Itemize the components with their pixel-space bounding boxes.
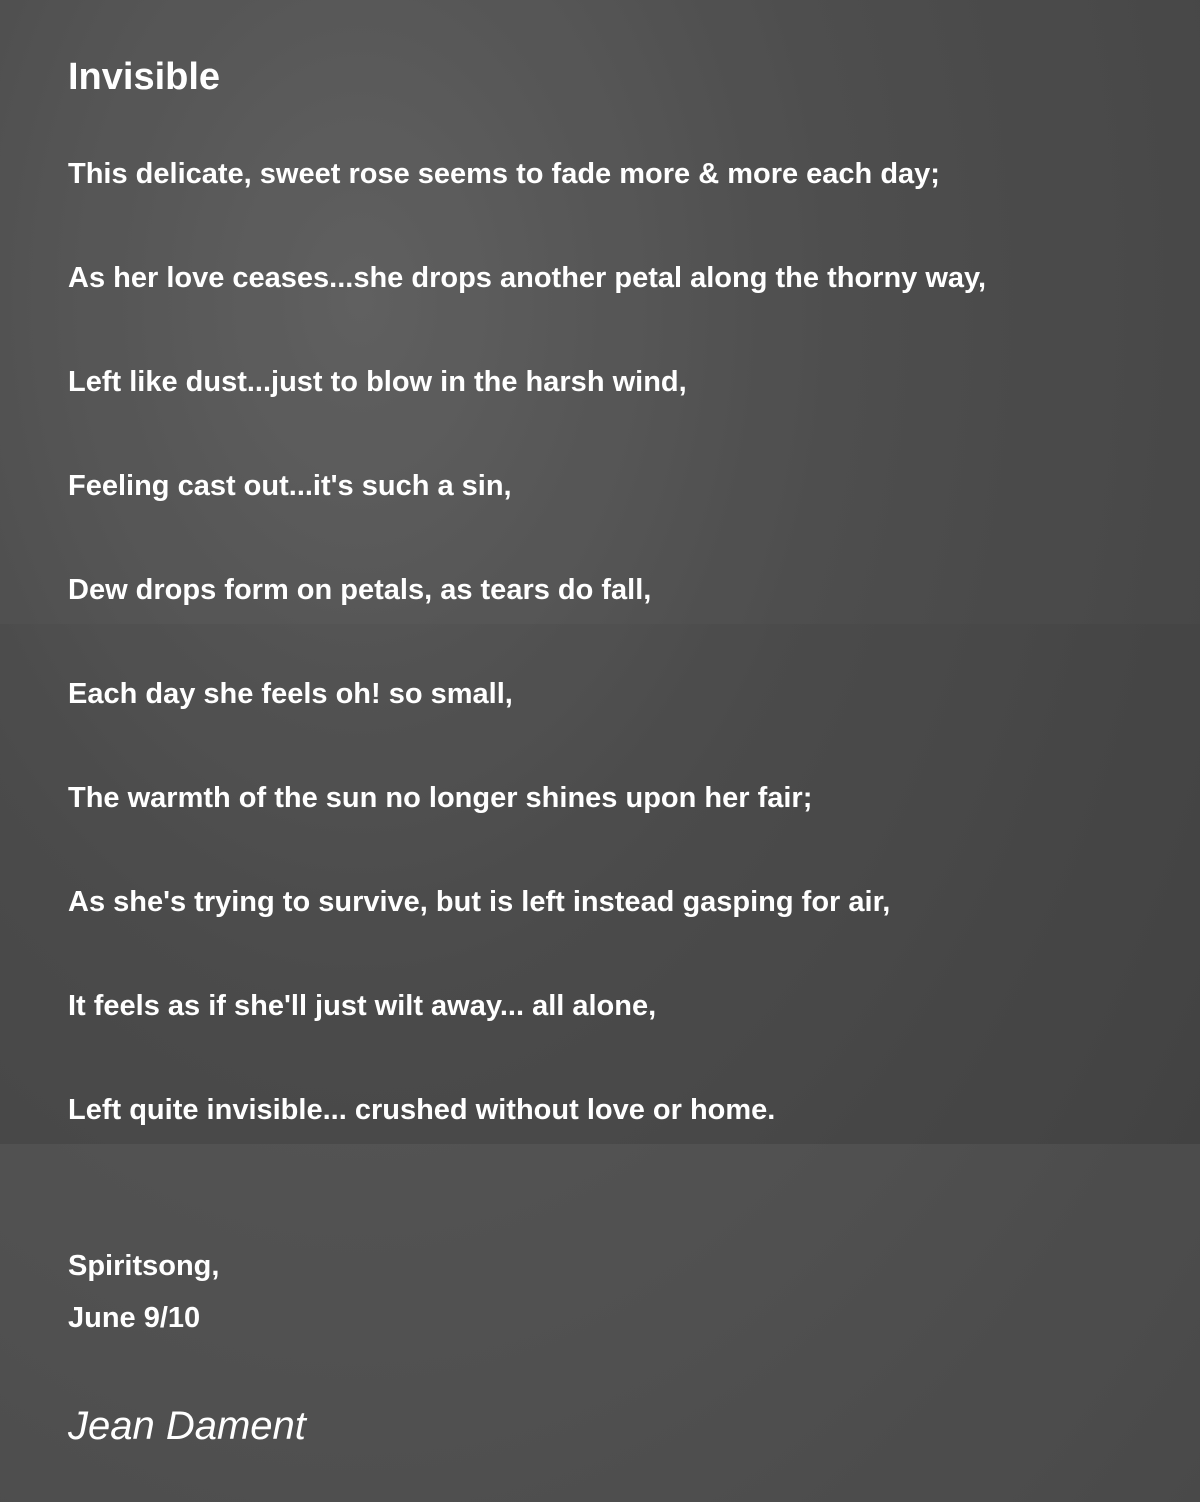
poem-line: Feeling cast out...it's such a sin, xyxy=(68,470,512,502)
poem-line: As her love ceases...she drops another petal along the thorny way, xyxy=(68,262,987,294)
poem-line: Each day she feels oh! so small, xyxy=(68,678,513,710)
poem-line: This delicate, sweet rose seems to fade more & more each day; xyxy=(68,158,940,190)
poem-line: As she's trying to survive, but is left instead gasping for air, xyxy=(68,886,891,918)
poem-line: Left quite invisible... crushed without love or home. xyxy=(68,1094,776,1126)
poem-line: It feels as if she'll just wilt away... all alone, xyxy=(68,990,657,1022)
signature-name: Spiritsong, xyxy=(68,1250,220,1282)
signature-date: June 9/10 xyxy=(68,1302,201,1334)
poem-line: Dew drops form on petals, as tears do fall, xyxy=(68,574,652,606)
poem-title: Invisible xyxy=(68,56,221,98)
poem-line: Left like dust...just to blow in the harsh wind, xyxy=(68,366,687,398)
author-name: Jean Dament xyxy=(68,1404,306,1448)
poem-line: The warmth of the sun no longer shines upon her fair; xyxy=(68,782,813,814)
